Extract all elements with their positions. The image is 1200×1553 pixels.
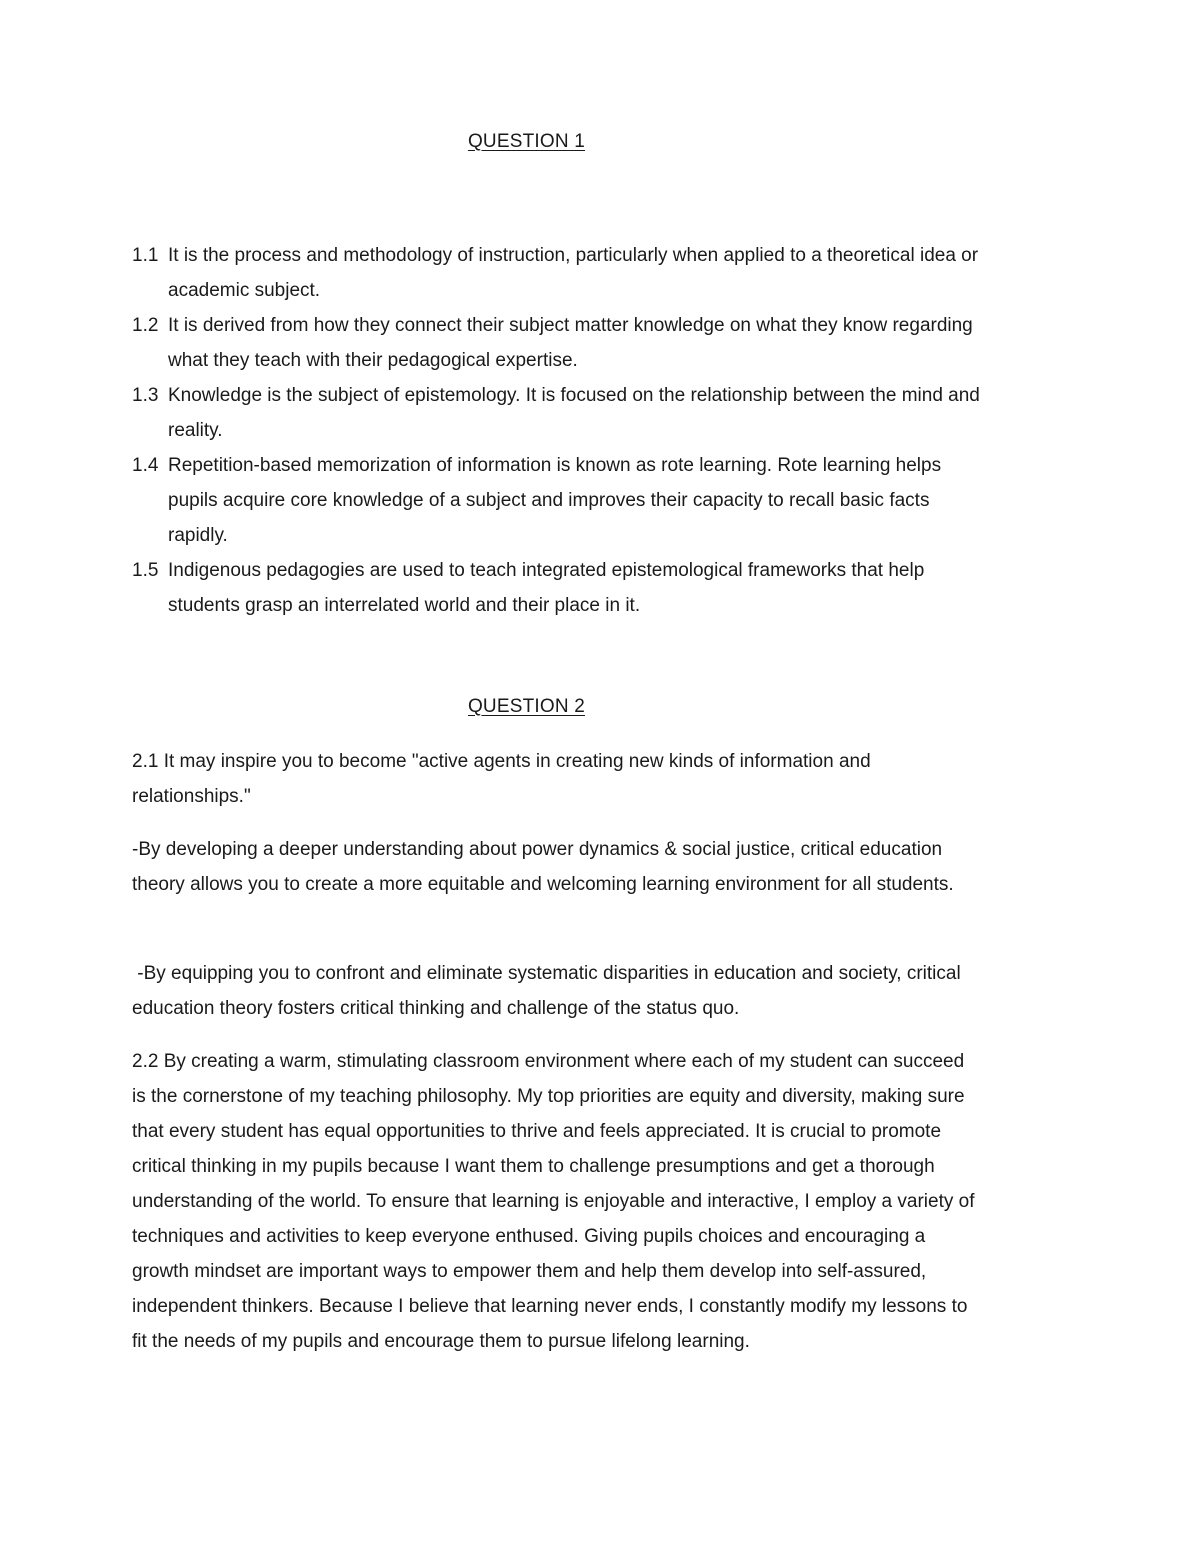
answer-paragraph-disparities: -By equipping you to confront and eliminate systematic disparities in education and society, critical education theory fosters critical thinking and challenge of the status quo. xyxy=(132,963,966,1019)
answer-number: 1.5 xyxy=(132,560,159,581)
question-1-answer-list xyxy=(132,238,982,623)
answer-paragraph-2-1: 2.1 It may inspire you to become "active agents in creating new kinds of information and relationships." xyxy=(132,751,871,807)
answer-number: 1.1 xyxy=(132,245,159,266)
answer-number: 1.3 xyxy=(132,385,159,406)
question-1-heading: QUESTION 1 xyxy=(467,131,586,152)
answer-text: Repetition-based memorization of information is known as rote learning. Rote learning helps pupils acquire core knowledge of a subject and improves their capacity to recall basic facts rapidly. xyxy=(168,455,942,546)
answer-text: It is derived from how they connect their subject matter knowledge on what they know regarding what they teach with their pedagogical expertise. xyxy=(168,315,973,371)
answer-item-1-1 xyxy=(132,238,982,308)
answer-number: 1.4 xyxy=(132,455,159,476)
answer-paragraph-2-2: 2.2 By creating a warm, stimulating classroom environment where each of my student can succeed is the cornerstone of my teaching philosophy. My top priorities are equity and diversity, making sure that every student has equal opportunities to thrive and feels appreciated. It is crucial to promote critical thinking in my pupils because I want them to challenge presumptions and get a thorough understanding of the world. To ensure that learning is enjoyable and interactive, I employ a variety of techniques and activities to keep everyone enthused. Giving pupils choices and encouraging a growth mindset are important ways to empower them and help them develop into self-assured, independent thinkers. Because I believe that learning never ends, I constantly modify my lessons to fit the needs of my pupils and encourage them to pursue lifelong learning. xyxy=(132,1051,975,1352)
answer-item-1-3 xyxy=(132,378,982,448)
answer-text: It is the process and methodology of instruction, particularly when applied to a theoretical idea or academic subject. xyxy=(168,245,979,301)
answer-item-1-5 xyxy=(132,553,982,623)
answer-text: Indigenous pedagogies are used to teach integrated epistemological frameworks that help students grasp an interrelated world and their place in it. xyxy=(168,560,925,616)
answer-paragraph-power-dynamics: -By developing a deeper understanding about power dynamics & social justice, critical education theory allows you to create a more equitable and welcoming learning environment for all students. xyxy=(132,839,954,895)
answer-item-1-4 xyxy=(132,448,982,553)
answer-item-1-2 xyxy=(132,308,982,378)
answer-text: Knowledge is the subject of epistemology. It is focused on the relationship between the mind and reality. xyxy=(168,385,980,441)
answer-number: 1.2 xyxy=(132,315,159,336)
question-2-heading: QUESTION 2 xyxy=(467,696,586,717)
